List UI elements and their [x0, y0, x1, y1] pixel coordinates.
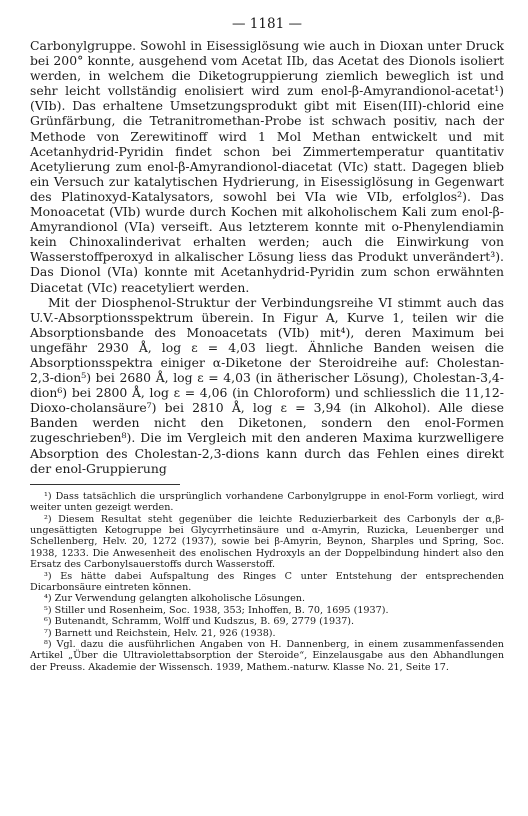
footnote-3: ³) Es hätte dabei Aufspaltung des Ringes C unter Entstehung der entsprechenden Dicarbonsäure eintreten können.	[30, 570, 504, 593]
footnote-8: ⁸) Vgl. dazu die ausführlichen Angaben von H. Dannenberg, in einem zusammenfassenden Artikel „Über die Ultraviolettabsorption der Steroide“, Einzelausgabe aus den Abhandlungen der Preuss. Akademie der Wissensch. 1939, Mathem.-naturw. Klasse No. 21, Seite 17.	[30, 639, 504, 673]
footnote-divider	[30, 484, 180, 485]
paragraph: Mit der Diosphenol-Struktur der Verbindungsreihe VI stimmt auch das U.V.-Absorptionsspektrum überein. In Figur A, Kurve 1, teilen wir die Absorptionsbande des Monoacetats (VIb) mit⁴), deren Maximum bei ungefähr 2930 Å, log ε = 4,03 liegt. Ähnliche Banden weisen die Absorptionsspektra einiger α-Diketone der Steroidreihe auf: Cholestan-2,3-dion⁵) bei 2680 Å, log ε = 4,03 (in ätherischer Lösung), Cholestan-3,4-dion⁶) bei 2800 Å, log ε = 4,06 (in Chloroform) und schliesslich die 11,12-Dioxo-cholansäure⁷) bei 2810 Å, log ε = 3,94 (in Alkohol). Alle diese Banden werden nicht den Diketonen, sondern den enol-Formen zugeschrieben⁸). Die im Vergleich mit den anderen Maxima kurzwelligere Absorption des Cholestan-2,3-dions kann durch das Fehlen eines direkt der enol-Gruppierung	[30, 294, 504, 476]
paragraph: Carbonylgruppe. Sowohl in Eisessiglösung wie auch in Dioxan unter Druck bei 200° konnte, ausgehend vom Acetat IIb, das Acetat des Dionols isoliert werden, in welchem die Diketogruppierung ziemlich beweglich ist und sehr leicht vollständig enolisiert wird zum enol-β-Amyrandionol-acetat¹) (VIb). Das erhaltene Umsetzungsprodukt gibt mit Eisen(III)-chlorid eine Grünfärbung, die Tetranitromethan-Probe ist schwach positiv, nach der Methode von Zerewitinoff wird 1 Mol Methan entwickelt und mit Acetanhydrid-Pyridin findet schon bei Zimmertemperatur quantitativ Acetylierung zum enol-β-Amyrandionol-diacetat (VIc) statt. Dagegen blieb ein Versuch zur katalytischen Hydrierung, in Eisessiglösung in Gegenwart des Platinoxyd-Katalysators, sowohl bei VIa wie VIb, erfolglos²). Das Monoacetat (VIb) wurde durch Kochen mit alkoholischem Kali zum enol-β-Amyrandionol (VIa) verseift. Aus letzterem konnte mit o-Phenylendiamin kein Chinoxalinderivat erhalten werden; auch die Einwirkung von Wasserstoffperoxyd in alkalischer Lösung liess das Produkt unverändert³). Das Dionol (VIa) konnte mit Acetanhydrid-Pyridin zum schon erwähnten Diacetat (VIc) reacetyliert werden.	[30, 38, 504, 295]
page	[30, 14, 504, 673]
footnotes	[30, 491, 504, 674]
body-text	[30, 38, 504, 476]
footnote-4: ⁴) Zur Verwendung gelangten alkoholische Lösungen.	[44, 593, 306, 605]
footnote-5: ⁵) Stiller und Rosenheim, Soc. 1938, 353; Inhoffen, B. 70, 1695 (1937).	[44, 604, 389, 616]
footnote-6: ⁶) Butenandt, Schramm, Wolff und Kudszus, B. 69, 2779 (1937).	[44, 616, 355, 628]
footnote-1: ¹) Dass tatsächlich die ursprünglich vorhandene Carbonylgruppe in enol-Form vorliegt, wird weiter unten gezeigt werden.	[30, 490, 504, 514]
footnote-7: ⁷) Barnett und Reichstein, Helv. 21, 926 (1938).	[44, 627, 276, 639]
page-number: — 1181 —	[232, 16, 302, 32]
footnote-2: ²) Diesem Resultat steht gegenüber die leichte Reduzierbarkeit des Carbonyls der α,β-ungesättigten Ketogruppe bei Glycyrrhetinsäure und α-Amyrin, Ruzicka, Leuenberger und Schellenberg, Helv. 20, 1272 (1937), sowie bei β-Amyrin, Beynon, Sharples und Spring, Soc. 1938, 1233. Die Anwesenheit des enolischen Hydroxyls an der Doppelbindung hindert also den Ersatz des Carbonylsauerstoffs durch Wasserstoff.	[30, 513, 504, 571]
